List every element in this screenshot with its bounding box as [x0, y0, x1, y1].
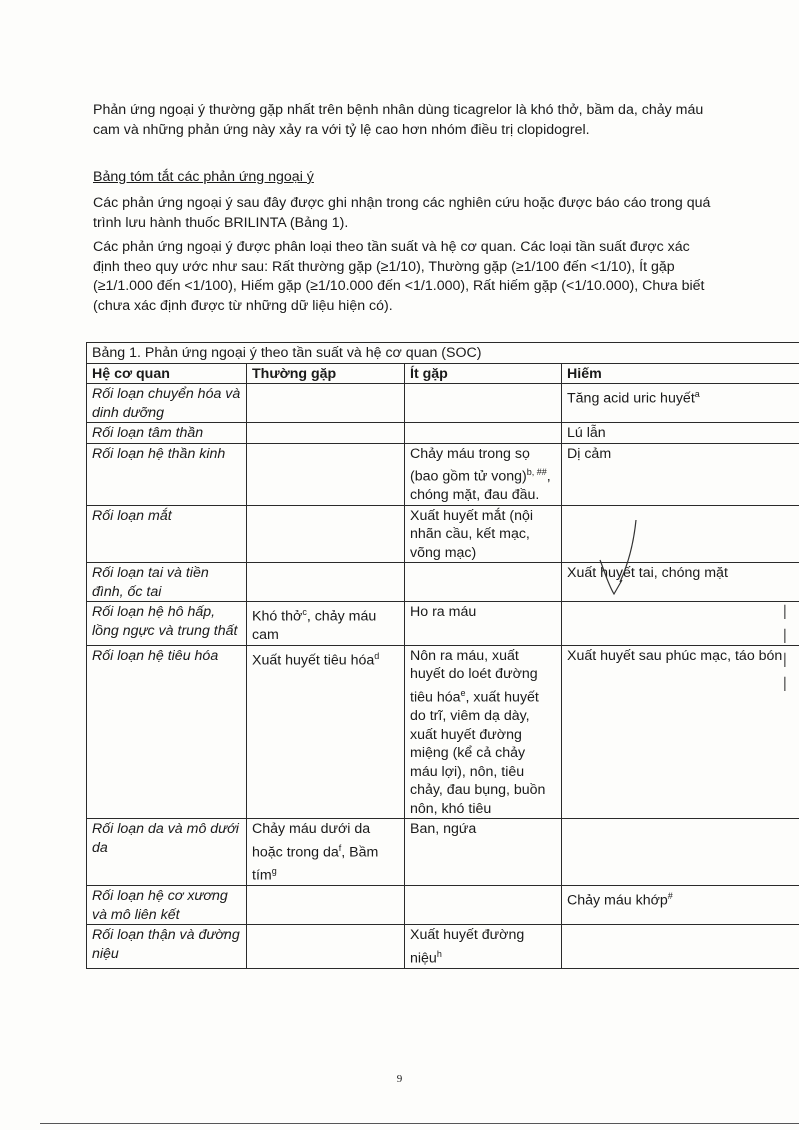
- summary-heading: Bảng tóm tắt các phản ứng ngoại ý: [93, 169, 314, 185]
- cell-uncommon-text: Chảy máu trong sọ (bao gồm tử vong): [410, 445, 530, 485]
- table-row: [87, 886, 799, 925]
- cell-uncommon-text: Xuất huyết mắt (nội nhãn cầu, kết mạc, võng mạc): [410, 507, 534, 561]
- cell-common-footnote: f: [338, 842, 342, 853]
- page-number: 9: [396, 1073, 403, 1085]
- cell-uncommon-footnote: b, ##: [526, 467, 547, 477]
- cell-rare-text: Xuất huyết sau phúc mạc, táo bón: [567, 647, 783, 664]
- cell-soc: [87, 819, 247, 886]
- cell-common: [247, 384, 405, 423]
- cell-uncommon: [405, 645, 562, 818]
- cell-soc: [87, 443, 247, 505]
- cell-soc: [87, 886, 247, 925]
- cell-common-text: Khó thở: [252, 608, 303, 625]
- table-row: [87, 423, 799, 444]
- cell-common: [247, 602, 405, 646]
- cell-uncommon: [405, 819, 562, 886]
- cell-soc: [87, 925, 247, 969]
- cell-uncommon: [405, 925, 562, 969]
- margin-mark: ▏: [784, 605, 794, 619]
- header-uncommon: Ít gặp: [405, 363, 562, 384]
- cell-common: [247, 443, 405, 505]
- table-row: [87, 563, 799, 602]
- cell-common: [247, 563, 405, 602]
- cell-common-text-cont: , Bầm tím: [252, 844, 379, 884]
- cell-soc-text: Rối loạn chuyển hóa và dinh dưỡng: [92, 386, 241, 421]
- cell-common-footnote: d: [374, 650, 380, 661]
- cell-common: [247, 505, 405, 563]
- table-caption: Bảng 1. Phản ứng ngoại ý theo tần suất và hệ cơ quan (SOC): [87, 343, 799, 364]
- cell-soc: [87, 645, 247, 818]
- cell-rare-footnote: #: [667, 891, 673, 902]
- cell-common: [247, 886, 405, 925]
- table-body: [87, 384, 799, 969]
- table-row: [87, 645, 799, 818]
- cell-rare: [562, 819, 799, 886]
- handwritten-mark-icon: [590, 520, 650, 610]
- cell-uncommon: [405, 886, 562, 925]
- table-row: [87, 443, 799, 505]
- cell-soc-text: Rối loạn tai và tiền đình, ốc tai: [92, 565, 209, 600]
- cell-uncommon-footnote: e: [460, 687, 466, 698]
- cell-rare-footnote: a: [694, 389, 700, 399]
- cell-uncommon: [405, 602, 562, 646]
- cell-common-text: Xuất huyết tiêu hóa: [252, 652, 375, 669]
- cell-soc-text: Rối loạn da và mô dưới da: [92, 821, 239, 856]
- margin-mark: ▏: [784, 629, 794, 643]
- cell-common: [247, 925, 405, 969]
- table-row: [87, 819, 799, 886]
- cell-soc: [87, 384, 247, 423]
- table-row: [87, 384, 799, 423]
- cell-common-text-cont: , chảy máu cam: [252, 608, 377, 644]
- intro-paragraph: Phản ứng ngoại ý thường gặp nhất trên bệnh nhân dùng ticagrelor là khó thở, bầm da, chảy máu cam và những phản ứng này xảy ra với tỷ lệ cao hơn nhóm điều trị clopidogrel.: [93, 102, 704, 138]
- cell-uncommon-text: Xuất huyết đường niệu: [410, 927, 525, 967]
- cell-rare: [562, 925, 799, 969]
- cell-soc: [87, 423, 247, 444]
- classification-paragraph: Các phản ứng ngoại ý được phân loại theo tần suất và hệ cơ quan. Các loại tần suất được xác định theo quy ước như sau: Rất thường gặp (≥1/10), Thường gặp (≥1/100 đến <1/10), Ít gặp (≥1/1.000 đến <1/100), Hiếm gặp (≥1/10.000 đến <1/1.000), Rất hiếm gặp (<1/10.000), Chưa biết (chưa xác định được từ những dữ liệu hiện có).: [93, 239, 705, 314]
- cell-soc-text: Rối loạn thận và đường niệu: [92, 927, 240, 962]
- header-rare: Hiếm: [562, 363, 799, 384]
- cell-common-text: Chảy máu dưới da hoặc trong da: [252, 821, 371, 861]
- cell-soc-text: Rối loạn tâm thần: [92, 425, 204, 441]
- cell-rare-text: Lú lẫn: [567, 425, 606, 441]
- cell-rare: [562, 886, 799, 925]
- table-caption-row: [87, 343, 799, 364]
- margin-mark: ▏: [784, 653, 794, 667]
- cell-rare: [562, 443, 799, 505]
- cell-uncommon-text: Ban, ngứa: [410, 821, 477, 838]
- cell-rare: [562, 423, 799, 444]
- cell-soc-text: Rối loạn mắt: [92, 507, 172, 524]
- cell-uncommon-text: Nôn ra máu, xuất huyết do loét đường tiêu hóa: [410, 647, 538, 706]
- cell-common-footnote: g: [271, 865, 277, 876]
- cell-rare-text: Xuất huyết tai, chóng mặt: [567, 565, 728, 582]
- cell-soc: [87, 602, 247, 646]
- cell-soc-text: Rối loạn hệ tiêu hóa: [92, 647, 219, 664]
- cell-rare-text: Dị cảm: [567, 445, 612, 462]
- cell-uncommon-footnote: h: [436, 948, 442, 959]
- cell-uncommon: [405, 505, 562, 563]
- cell-rare: [562, 384, 799, 423]
- cell-uncommon: [405, 443, 562, 505]
- margin-scan-marks: [783, 600, 795, 696]
- cell-common-footnote: c: [302, 607, 307, 618]
- adverse-reactions-table: [86, 342, 799, 969]
- cell-rare: [562, 645, 799, 818]
- header-soc: Hệ cơ quan: [87, 363, 247, 384]
- table-row: [87, 602, 799, 646]
- cell-soc-text: Rối loạn hệ thần kinh: [92, 445, 226, 462]
- cell-common: [247, 645, 405, 818]
- header-common: Thường gặp: [247, 363, 405, 384]
- cell-uncommon-text-cont: , chóng mặt, đau đầu.: [410, 468, 551, 504]
- cell-uncommon: [405, 384, 562, 423]
- cell-soc: [87, 563, 247, 602]
- cell-uncommon: [405, 423, 562, 444]
- cell-uncommon-text-cont: , xuất huyết do trĩ, viêm dạ dày, xuất huyết đường miệng (kể cả chảy máu lợi), nôn, tiêu chảy, đau bụng, buồn nôn, khó tiêu: [410, 689, 546, 817]
- reported-paragraph: Các phản ứng ngoại ý sau đây được ghi nhận trong các nghiên cứu hoặc được báo cáo trong quá trình lưu hành thuốc BRILINTA (Bảng 1).: [93, 195, 711, 231]
- cell-soc: [87, 505, 247, 563]
- cell-uncommon-text: Ho ra máu: [410, 604, 477, 621]
- cell-uncommon: [405, 563, 562, 602]
- table-row: [87, 925, 799, 969]
- cell-rare-text: Chảy máu khớp: [567, 892, 668, 909]
- cell-rare-text: Tăng acid uric huyết: [567, 390, 695, 407]
- cell-common: [247, 423, 405, 444]
- cell-common: [247, 819, 405, 886]
- cell-soc-text: Rối loạn hệ hô hấp, lồng ngực và trung thất: [92, 604, 238, 639]
- margin-mark: ▏: [784, 677, 794, 691]
- cell-soc-text: Rối loạn hệ cơ xương và mô liên kết: [92, 888, 228, 923]
- table-header-row: [87, 363, 799, 384]
- table-row: [87, 505, 799, 563]
- bottom-rule: [40, 1123, 799, 1124]
